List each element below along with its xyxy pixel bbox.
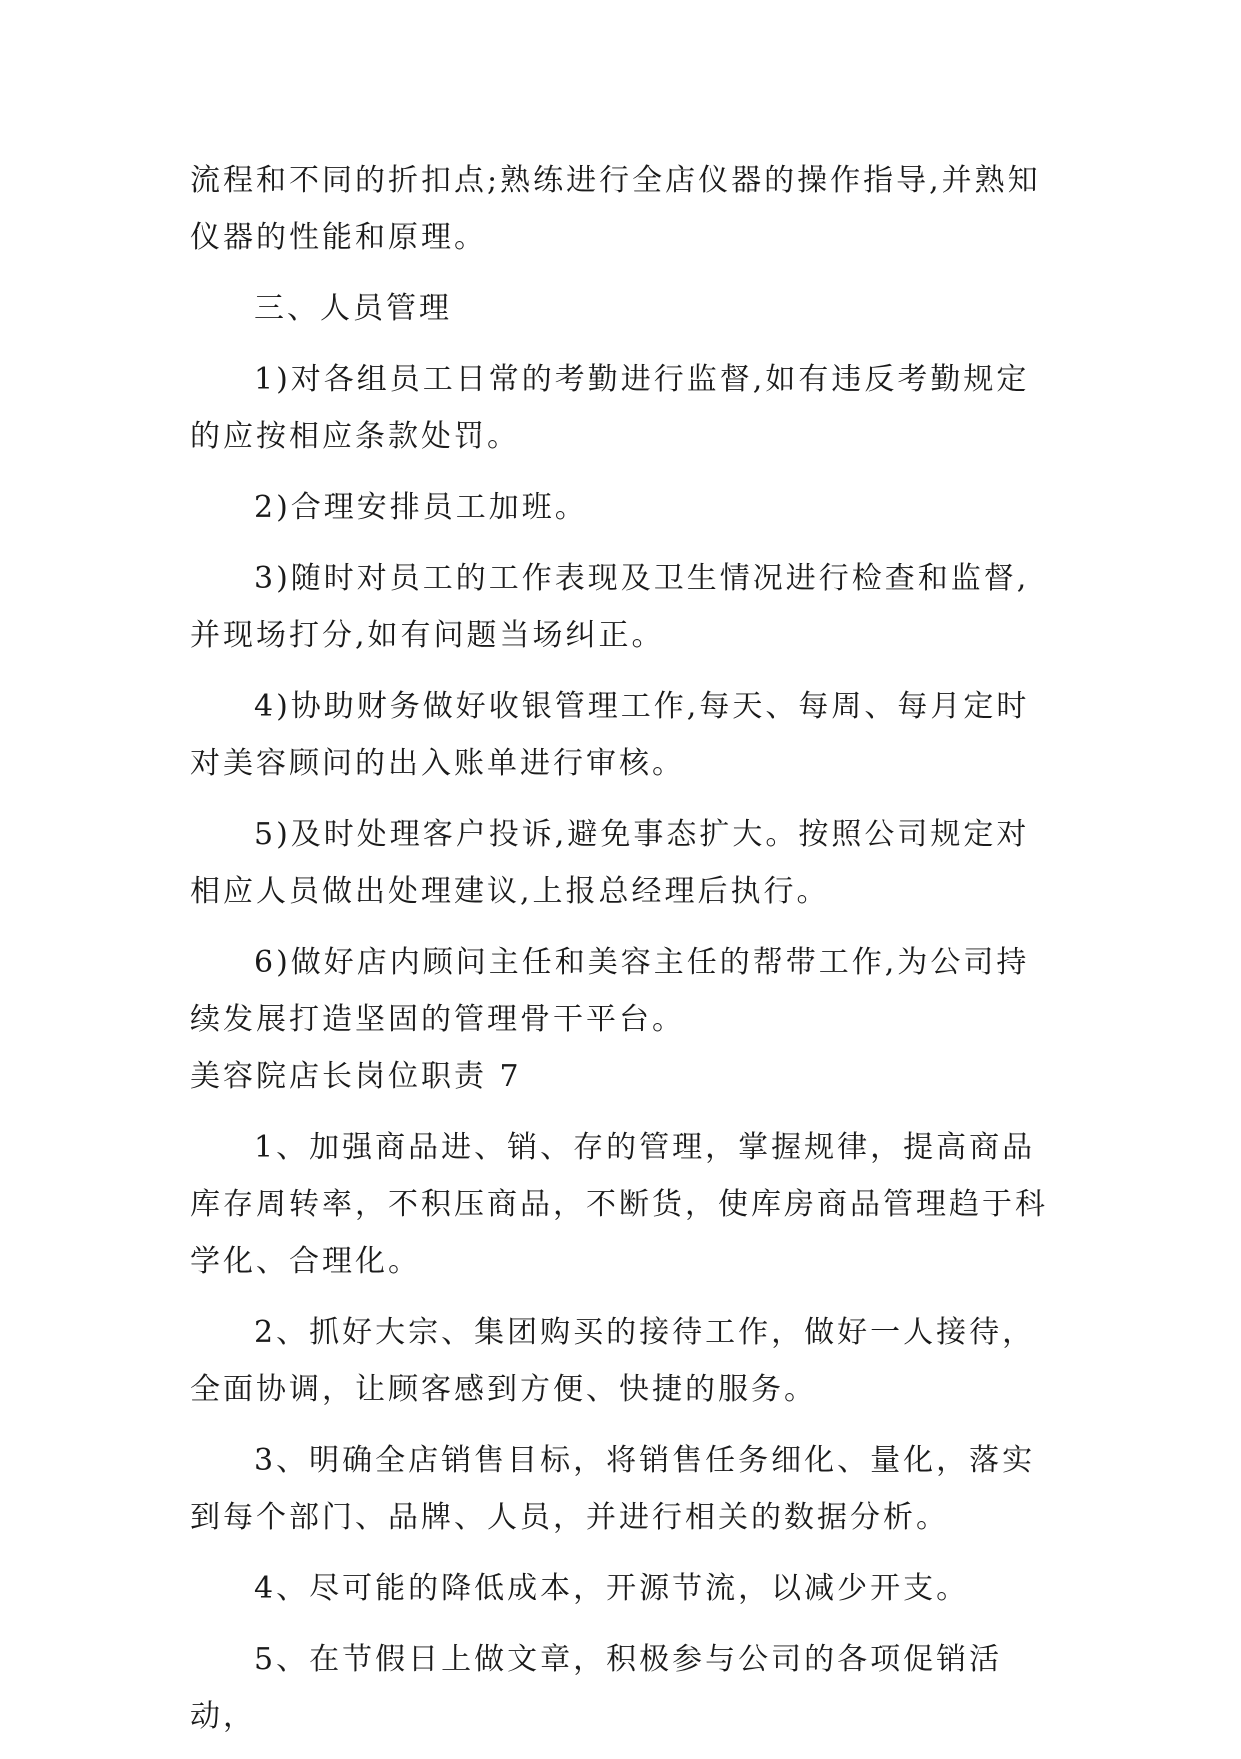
paragraph: 5)及时处理客户投诉,避免事态扩大。按照公司规定对相应人员做出处理建议,上报总经理后执行。 <box>190 817 1030 909</box>
paragraph: 1)对各组员工日常的考勤进行监督,如有违反考勤规定的应按相应条款处罚。 <box>190 362 1030 454</box>
list-item: 1、加强商品进、销、存的管理，掌握规律，提高商品库存周转率，不积压商品，不断货，使库房商品管理趋于科学化、合理化。 <box>190 1130 1048 1279</box>
list-item: 2、抓好大宗、集团购买的接待工作，做好一人接待，全面协调，让顾客感到方便、快捷的服务。 <box>190 1315 1036 1407</box>
paragraph: 流程和不同的折扣点;熟练进行全店仪器的操作指导,并熟知仪器的性能和原理。 <box>190 163 1041 255</box>
paragraph: 6)做好店内顾问主任和美容主任的帮带工作,为公司持续发展打造坚固的管理骨干平台。 <box>190 945 1030 1037</box>
list-item: 3、明确全店销售目标，将销售任务细化、量化，落实到每个部门、品牌、人员，并进行相关的数据分析。 <box>190 1443 1036 1535</box>
document-body <box>190 152 1050 1759</box>
paragraph: 3)随时对员工的工作表现及卫生情况进行检查和监督,并现场打分,如有问题当场纠正。 <box>190 561 1030 653</box>
paragraph: 4)协助财务做好收银管理工作,每天、每周、每月定时对美容顾问的出入账单进行审核。 <box>190 689 1030 781</box>
paragraph: 2)合理安排员工加班。 <box>254 490 588 525</box>
list-item: 5、在节假日上做文章，积极参与公司的各项促销活动， <box>190 1642 1003 1734</box>
section-title: 美容院店长岗位职责 7 <box>190 1059 522 1094</box>
section-heading-personnel: 三、人员管理 <box>254 291 452 326</box>
list-item: 4、尽可能的降低成本，开源节流，以减少开支。 <box>254 1571 970 1606</box>
